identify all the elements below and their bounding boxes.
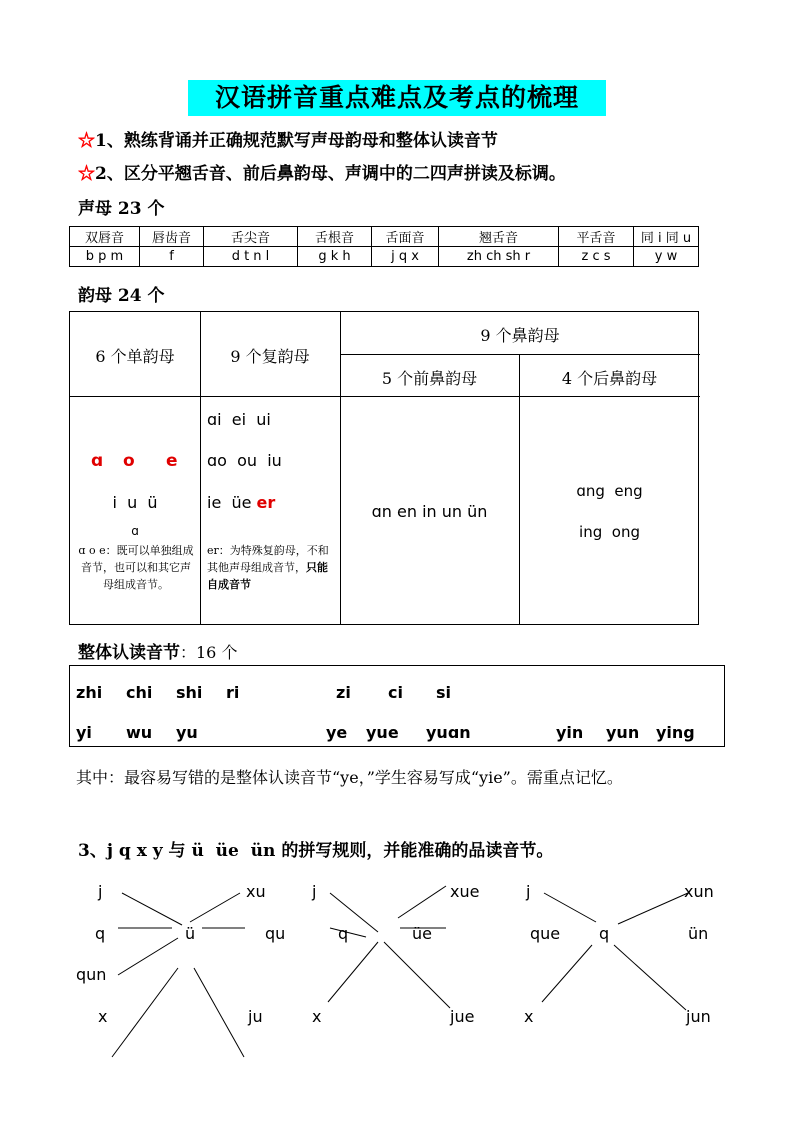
table-cell: g k h [298, 247, 372, 267]
star-icon: ☆ [78, 164, 95, 184]
diagram3-jun: jun [686, 1007, 711, 1026]
yunmu-heading: 韵母 24 个 [78, 286, 165, 306]
table-cell: 舌面音 [372, 227, 439, 247]
syllable: zi [336, 683, 351, 702]
diagram2-center: üe [412, 924, 432, 943]
diagram1-center: ü [185, 924, 196, 943]
table-cell: j q x [372, 247, 439, 267]
compound-vowel-header: 9 个复韵母 [230, 347, 310, 366]
table-cell: 舌根音 [298, 227, 372, 247]
compound-row1: ɑi ei ui [207, 410, 271, 429]
compound-row3-text: ie üe [207, 493, 252, 512]
single-vowel-e: e [166, 451, 178, 471]
diagram3-xun: xun [684, 882, 714, 901]
rule-heading: 3、j q x y 与 ü üe ün 的拼写规则，并能准确的品读音节。 [78, 841, 554, 861]
diagram2-jue: jue [450, 1007, 475, 1026]
syllable: wu [126, 723, 153, 742]
back-nasal-header: 4 个后鼻韵母 [561, 369, 658, 388]
single-vowel-extra: ɑ [131, 524, 139, 538]
syllable: yi [76, 723, 92, 742]
shengmu-heading: 声母 23 个 [78, 199, 165, 219]
compound-er: er [256, 493, 276, 512]
point-2-text: 2、区分平翘舌音、前后鼻韵母、声调中的二四声拼读及标调。 [95, 164, 566, 184]
syllable: yun [606, 723, 640, 742]
syllable: si [436, 683, 452, 702]
nasal-vowel-header: 9 个鼻韵母 [480, 326, 560, 345]
note-paragraph: 其中：最容易写错的是整体认读音节“ye，”学生容易写成“yie”。需重点记忆。 [76, 768, 623, 787]
syllable: chi [126, 683, 153, 702]
syllable: ci [388, 683, 403, 702]
front-nasal-list: ɑn en in un ün [371, 502, 488, 521]
syllable: yue [366, 723, 399, 742]
table-cell: z c s [559, 247, 634, 267]
diagram1-qu: qu [265, 924, 286, 943]
point-1-text: 1、熟练背诵并正确规范默写声母韵母和整体认读音节 [95, 131, 498, 151]
diagram1-j: j [98, 882, 103, 901]
syllable: ying [656, 723, 695, 742]
single-vowel-note: ɑ o e：既可以单独组成音节，也可以和其它声母组成音节。 [78, 544, 194, 591]
table-cell: 舌尖音 [204, 227, 298, 247]
single-vowel-o: o [123, 451, 135, 471]
diagram2-j: j [312, 882, 317, 901]
zhengti-count: ：16 个 [180, 643, 238, 662]
diagram2-q: q [338, 924, 349, 943]
page-title: 汉语拼音重点难点及考点的梳理 [188, 80, 606, 116]
star-icon: ☆ [78, 131, 95, 151]
diagram2-x: x [312, 1007, 322, 1026]
diagram3-center: q [599, 924, 610, 943]
table-cell: 唇齿音 [140, 227, 204, 247]
syllable: yin [556, 723, 584, 742]
diagram3-que: que [530, 924, 561, 943]
front-nasal-header: 5 个前鼻韵母 [381, 369, 478, 388]
table-cell: 同 i 同 u [634, 227, 699, 247]
table-cell: y w [634, 247, 699, 267]
table-cell: 平舌音 [559, 227, 634, 247]
compound-note-bold: 只能自成音节 [207, 561, 328, 591]
syllable: ri [226, 683, 240, 702]
syllable: ye [326, 723, 348, 742]
back-nasal-row2: ing ong [579, 523, 640, 541]
diagram1-xu: xu [246, 882, 266, 901]
table-cell: f [140, 247, 204, 267]
table-cell: zh ch sh r [439, 247, 559, 267]
single-vowel-a: ɑ [91, 451, 104, 471]
syllable: yuɑn [426, 723, 471, 742]
table-cell: b p m [70, 247, 140, 267]
syllable: shi [176, 683, 203, 702]
back-nasal-row1: ɑng eng [576, 482, 643, 500]
compound-note-text: er：为特殊复韵母，不和其他声母组成音节， [207, 544, 329, 574]
diagram3-x: x [524, 1007, 534, 1026]
diagram1-x: x [98, 1007, 108, 1026]
diagram1-qun: qun [76, 965, 107, 984]
single-vowel-header: 6 个单韵母 [95, 347, 175, 366]
syllable: zhi [76, 683, 103, 702]
zhengti-heading-text: 整体认读音节 [78, 643, 180, 663]
table-cell: d t n l [204, 247, 298, 267]
compound-row2: ɑo ou iu [207, 451, 282, 470]
diagram2-xue: xue [450, 882, 480, 901]
table-cell: 翘舌音 [439, 227, 559, 247]
diagram1-ju: ju [248, 1007, 263, 1026]
diagram3-j: j [526, 882, 531, 901]
syllable: yu [176, 723, 198, 742]
diagram1-q: q [95, 924, 106, 943]
single-vowel-row2: i u ü [112, 493, 158, 512]
diagram3-un: ün [688, 924, 709, 943]
table-cell: 双唇音 [70, 227, 140, 247]
